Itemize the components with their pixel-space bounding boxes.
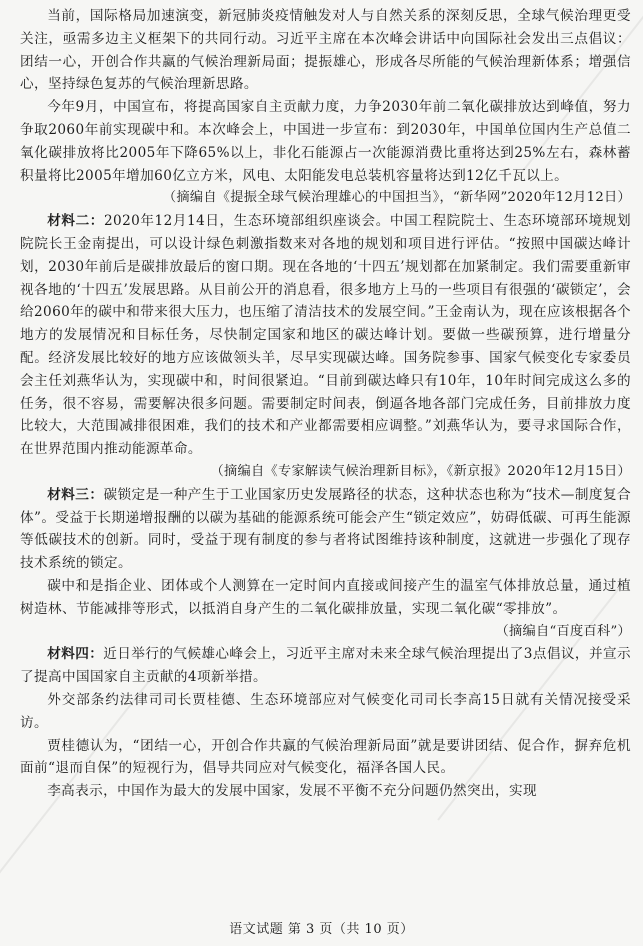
- material-label: 材料四：: [47, 646, 104, 663]
- paragraph: 今年9月，中国宣布，将提高国家自主贡献力度，力争2030年前二氧化碳排放达到峰值，努力争取2060年前实现碳中和。本次峰会上，中国进一步宣布：到2030年，中国单位国内生产总值二氧化碳排放将比2005年下降65%以上，非化石能源占一次能源消费比重将达到25%左右，森林蓄积量将比2005年增加60亿立方米，风电、太阳能发电总装机容量将达到12亿千瓦以上。: [20, 99, 631, 184]
- paragraph: 当前，国际格局加速演变，新冠肺炎疫情触发对人与自然关系的深刻反思，全球气候治理更受关注，亟需多边主义框架下的共同行动。习近平主席在本次峰会讲话中向国际社会发出三点倡议：团结一心，开创合作共赢的气候治理新局面；提振雄心，形成各尽所能的气候治理新体系；增强信心，坚持绿色复苏的气候治理新思路。: [20, 8, 631, 93]
- paragraph: 李高表示，中国作为最大的发展中国家，发展不平衡不充分问题仍然突出，实现: [47, 783, 537, 800]
- paragraph: [20, 484, 631, 575]
- paragraph: [20, 643, 631, 689]
- paragraph: [20, 210, 631, 461]
- paragraph: 贾桂德认为，“团结一心，开创合作共赢的气候治理新局面”就是要讲团结、促合作，摒弃危机面前“退而自保”的短视行为，倡导共同应对气候变化，福泽各国人民。: [20, 737, 631, 777]
- source-citation: （摘编自《专家解读气候治理新目标》，《新京报》2020年12月15日）: [210, 463, 631, 479]
- source-citation: （摘编自“百度百科”）: [495, 623, 631, 639]
- paragraph: 碳中和是指企业、团体或个人测算在一定时间内直接或间接产生的温室气体排放总量，通过植树造林、节能减排等形式，以抵消自身产生的二氧化碳排放量，实现二氧化碳“零排放”。: [20, 577, 631, 617]
- material-label: 材料三：: [47, 486, 104, 503]
- paragraph-text: 2020年12月14日，生态环境部组织座谈会。中国工程院院士、生态环境部环境规划院院长王金南提出，可以设计绿色刺激指数来对各地的规划和项目进行评估。“按照中国碳达峰计划，2030年前后是碳排放最后的窗口期。现在各地的‘十四五’规划都在加紧制定。我们需要重新审视各地的‘十四五’发展思路。从目前公开的消息看，很多地方上马的一些项目有很强的‘碳锁定’，会给2060年的碳中和带来很大压力，也压缩了清洁技术的发展空间。”王金南认为，现在应该根据各个地方的发展情况和目标任务，尽快制定国家和地区的碳达峰计划。要做一些碳预算，进行增量分配。经济发展比较好的地方应该做领头羊，尽早实现碳达峰。国务院参事、国家气候变化专家委员会主任刘燕华认为，实现碳中和，时间很紧迫。“目前到碳达峰只有10年，10年时间完成这么多的任务，很不容易，需要解决很多问题。需要制定时间表，倒逼各地各部门完成任务，目前排放力度比较大，大范围减排很困难，我们的技术和产业都需要相应调整。”刘燕华认为，要寻求国际合作，在世界范围内推动能源革命。: [20, 213, 631, 458]
- material-label: 材料二：: [47, 213, 104, 230]
- paragraph-text: 碳锁定是一种产生于工业国家历史发展路径的状态，这种状态也称为“技术—制度复合体”。受益于长期递增报酬的以碳为基础的能源系统可能会产生“锁定效应”，妨碍低碳、可再生能源等低碳技术的创新。同时，受益于现有制度的参与者将试图维持该种制度，这就进一步强化了现存技术系统的锁定。: [20, 486, 631, 572]
- paragraph-text: 近日举行的气候雄心峰会上，习近平主席对未来全球气候治理提出了3点倡议，并宣示了提高中国国家自主贡献的4项新举措。: [20, 646, 631, 686]
- page-footer: 语文试题 第 3 页（共 10 页）: [229, 922, 414, 937]
- source-citation: （摘编自《提振全球气候治理雄心的中国担当》，“新华网”2020年12月12日）: [162, 190, 631, 206]
- paragraph: 外交部条约法律司司长贾桂德、生态环境部应对气候变化司司长李高15日就有关情况接受采访。: [20, 691, 631, 731]
